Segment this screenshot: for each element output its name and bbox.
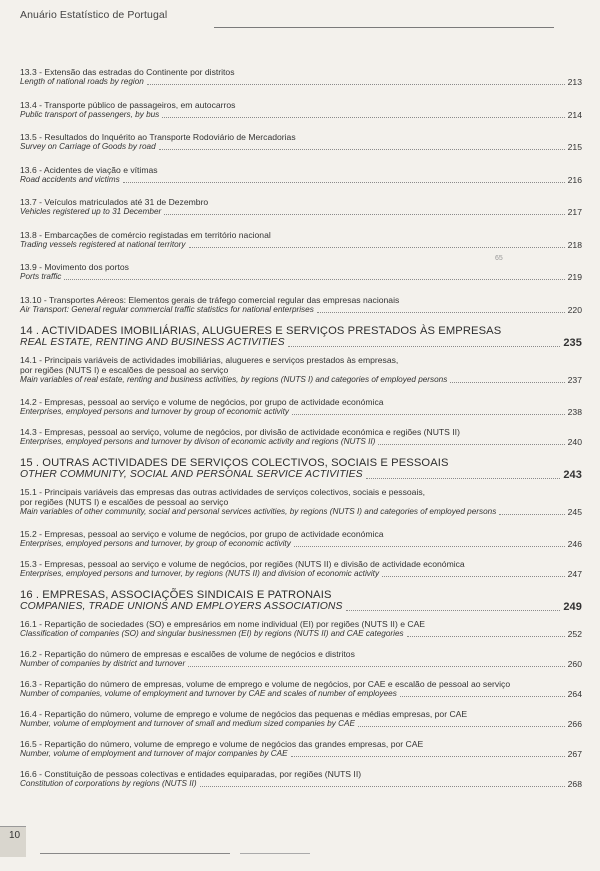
toc-section[interactable] [20,457,582,487]
page-number: 219 [567,272,582,282]
section-title-en-text: REAL ESTATE, RENTING AND BUSINESS ACTIVITIES [20,336,285,348]
dot-leader [346,610,561,611]
entry-title-pt: 13.9 - Movimento dos portos [20,262,129,272]
entry-title-en [20,305,582,315]
entry-title-pt: 13.7 - Veículos matriculados até 31 de Dezembro [20,197,209,207]
dot-leader [317,312,565,313]
dot-leader [366,478,561,479]
entry-title-en-text: Number of companies by district and turnover [20,658,186,668]
page-number: 218 [567,239,582,250]
page-number: 215 [567,142,582,152]
dot-leader [159,149,565,150]
toc-entry[interactable] [20,739,582,769]
entry-title-pt: 13.6 - Acidentes de viação e vítimas [20,164,158,175]
dot-leader [147,84,565,85]
toc-entry[interactable] [20,230,582,263]
entry-title-en [20,272,582,282]
entry-title-en [20,375,582,385]
page-number: 264 [567,688,582,699]
entry-title-pt: 13.3 - Extensão das estradas do Continente por distritos [20,67,235,77]
toc-entry[interactable] [20,355,582,397]
entry-title-pt: 16.2 - Repartição do número de empresas e escalões de volume de negócios e distritos [20,648,355,659]
entry-title-pt: 13.8 - Embarcações de comércio registadas em território nacional [20,229,271,240]
entry-title-en [20,539,582,549]
toc-entry[interactable] [20,427,582,457]
entry-title-en-text: Air Transport: General regular commercial traffic statistics for national enterprises [20,304,314,314]
toc-entry[interactable] [20,197,582,230]
entry-title-en-text: Road accidents and victims [20,174,120,184]
toc-entry[interactable] [20,262,582,295]
toc-entry[interactable] [20,67,582,100]
dot-leader [200,786,565,787]
dot-leader [382,576,565,577]
footer-rule [40,853,230,854]
entry-title-en-text: Trading vessels registered at national territory [20,239,186,249]
toc-entry[interactable] [20,559,582,589]
entry-title-pt: 14.3 - Empresas, pessoal ao serviço, volume de negócios, por divisão de actividade económica e regiões (NUTS II) [20,426,460,437]
page-number: 245 [567,506,582,517]
toc-entry[interactable] [20,487,582,529]
section-title-en-text: COMPANIES, TRADE UNIONS AND EMPLOYERS ASSOCIATIONS [20,600,343,612]
page-number: 237 [567,374,582,385]
entry-title-en-text: Number, volume of employment and turnover of small and medium sized companies by CAE [20,718,355,728]
entry-title-en [20,407,582,417]
toc-section[interactable] [20,325,582,355]
entry-title-en [20,659,582,669]
entry-title-en-text: Enterprises, employed persons and turnover, by group of economic activity [20,538,291,548]
entry-title-en-text: Length of national roads by region [20,77,144,86]
entry-title-en [20,77,582,87]
page-number: 217 [567,207,582,217]
entry-title-pt: 14.1 - Principais variáveis de actividades imobiliárias, alugueres e serviços prestados às empresas, [20,354,399,365]
entry-title-pt: 16.1 - Repartição de sociedades (SO) e empresários em nome individual (EI) por regiões (NUTS II) e CAE [20,618,426,629]
toc-entry[interactable] [20,295,582,325]
entry-title-pt: 15.3 - Empresas, pessoal ao serviço e volume de negócios, por regiões (NUTS II) e divisão de actividade económica [20,558,465,569]
entry-title-en [20,207,582,217]
page-number: 213 [567,77,582,87]
dot-leader [64,279,564,280]
entry-title-pt: 13.10 - Transportes Aéreos: Elementos gerais de tráfego comercial regular das empresas nacionais [20,294,400,305]
dot-leader [292,414,565,415]
entry-title-pt: 13.5 - Resultados do Inquérito ao Transporte Rodoviário de Mercadorias [20,132,296,142]
section-title-en [20,469,582,481]
page-number: 247 [567,568,582,579]
page-number: 235 [563,336,582,349]
dot-leader [188,666,564,667]
entry-title-en-text: Survey on Carriage of Goods by road [20,142,156,151]
toc-entry[interactable] [20,529,582,559]
dot-leader [378,444,564,445]
page-number: 249 [563,600,582,613]
page-number: 267 [567,748,582,759]
entry-title-en [20,689,582,699]
entry-title-en-text: Main variables of other community, social and personal services activities, by regions (NUTS I) and categories of employed persons [20,506,497,516]
entry-title-pt: 16.3 - Repartição do número de empresas, volume de emprego e volume de negócios, por CAE e escalão de pessoal ao serviço [20,678,511,689]
entry-title-en [20,142,582,152]
toc-entry[interactable] [20,165,582,198]
entry-title-en-text: Vehicles registered up to 31 December [20,207,162,216]
entry-title-en [20,719,582,729]
page-number: 246 [567,538,582,549]
dot-leader [450,382,564,383]
page-number: 240 [567,436,582,447]
page-number: 252 [567,628,582,639]
dot-leader [400,696,565,697]
entry-title-en-text: Number, volume of employment and turnover of major companies by CAE [20,748,288,758]
entry-title-pt: 16.4 - Repartição do número, volume de emprego e volume de negócios das pequenas e médias empresas, por CAE [20,708,468,719]
entry-title-en [20,437,582,447]
section-title-pt: 15 . OUTRAS ACTIVIDADES DE SERVIÇOS COLECTIVOS, SOCIAIS E PESSOAIS [20,456,449,469]
entry-title-en-text: Enterprises, employed persons and turnover, by regions (NUTS II) and division of economic activity [20,568,380,578]
entry-title-pt: 13.4 - Transporte público de passageiros, em autocarros [20,99,236,110]
entry-title-en [20,779,582,789]
toc-entry[interactable] [20,769,582,799]
page-number: 243 [563,468,582,481]
entry-title-pt: 16.5 - Repartição do número, volume de emprego e volume de negócios das grandes empresas, por CAE [20,738,424,749]
toc-entry[interactable] [20,100,582,133]
section-title-en [20,601,582,613]
entry-title-en-text: Main variables of real estate, renting and business activities, by regions (NUTS I) and categories of employed persons [20,374,448,384]
dot-leader [358,726,565,727]
entry-title-en-text: Number of companies, volume of employment and turnover by CAE and scales of number of employees [20,688,397,698]
entry-title-en-text: Constitution of corporations by regions (NUTS II) [20,778,197,788]
page-number: 238 [567,406,582,417]
dot-leader [291,756,565,757]
page-number: 214 [567,109,582,120]
section-title-pt: 16 . EMPRESAS, ASSOCIAÇÕES SINDICAIS E PATRONAIS [20,588,332,601]
entry-title-en [20,240,582,250]
entry-title-en [20,569,582,579]
page-number: 260 [567,658,582,669]
toc-entry[interactable] [20,132,582,165]
section-title-en [20,337,582,349]
entry-title-en [20,629,582,639]
entry-title-pt: 16.6 - Constituição de pessoas colectivas e entidades equiparadas, por regiões (NUTS II) [20,768,362,779]
section-title-pt: 14 . ACTIVIDADES IMOBILIÁRIAS, ALUGUERES E SERVIÇOS PRESTADOS ÀS EMPRESAS [20,324,502,337]
dot-leader [294,546,565,547]
page-number: 220 [567,304,582,315]
toc-section[interactable] [20,589,582,619]
entry-title-en [20,749,582,759]
page-number: 216 [567,174,582,185]
dot-leader [162,117,564,118]
entry-title-en-text: Classification of companies (SO) and singular businessmen (EI) by regions (NUTS II) and CAE categories [20,628,404,638]
entry-title-en [20,507,582,517]
dot-leader [189,247,565,248]
entry-title-en-text: Enterprises, employed persons and turnover by divison of economic activity and regions (NUTS II) [20,436,376,446]
entry-title-pt-line2: por regiões (NUTS I) e escalões de pessoal ao serviço [20,364,229,375]
toc-entry[interactable] [20,679,582,709]
footer-rule [240,853,310,854]
toc-entry[interactable] [20,649,582,679]
page-number: 266 [567,718,582,729]
entry-title-pt: 15.2 - Empresas, pessoal ao serviço e volume de negócios, por grupo de actividade económica [20,528,384,539]
toc-entry[interactable] [20,619,582,649]
entry-title-pt: 15.1 - Principais variáveis das empresas das outras actividades de serviços colectivos, sociais e pessoais, [20,486,426,497]
footer-page-number: 10 [9,830,21,841]
running-header: Anuário Estatístico de Portugal [20,9,168,21]
toc-entry[interactable] [20,709,582,739]
header-rule [214,27,554,28]
entry-title-en-text: Ports traffic [20,272,62,281]
entry-title-pt: 14.2 - Empresas, pessoal ao serviço e volume de negócios, por grupo de actividade económica [20,396,384,407]
dot-leader [407,636,565,637]
dot-leader [288,346,561,347]
entry-title-en-text: Public transport of passengers, by bus [20,109,160,119]
entry-title-en [20,110,582,120]
entry-title-en [20,175,582,185]
entry-title-en-text: Enterprises, employed persons and turnover by group of economic activity [20,406,289,416]
table-of-contents [20,67,582,799]
dot-leader [499,514,564,515]
section-title-en-text: OTHER COMMUNITY, SOCIAL AND PERSONAL SERVICE ACTIVITIES [20,468,363,480]
page-number: 268 [567,778,582,789]
entry-title-pt-line2: por regiões (NUTS I) e escalões de pessoal ao serviço [20,496,229,507]
dot-leader [164,214,564,215]
margin-handwritten-mark: 65 [495,255,503,262]
toc-entry[interactable] [20,397,582,427]
dot-leader [123,182,565,183]
